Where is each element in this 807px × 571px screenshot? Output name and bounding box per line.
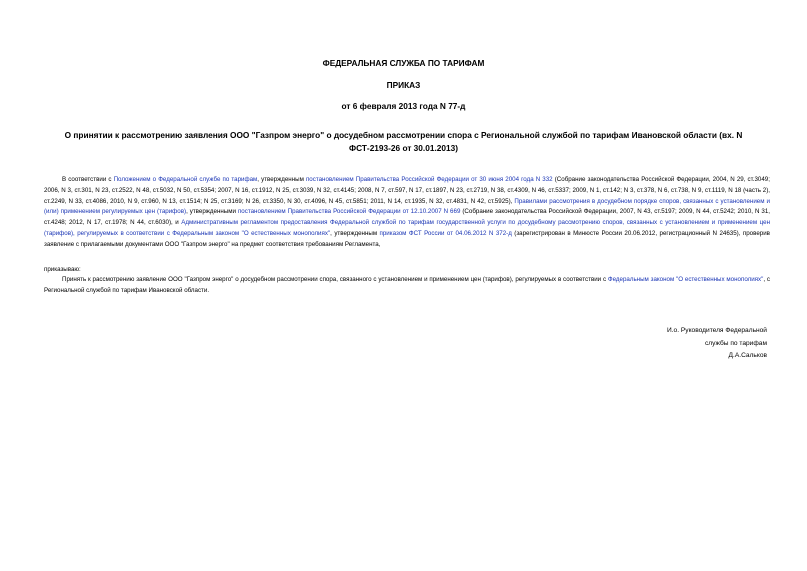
agency-heading: ФЕДЕРАЛЬНАЯ СЛУЖБА ПО ТАРИФАМ <box>322 58 485 68</box>
doc-type-heading: ПРИКАЗ <box>386 80 421 90</box>
p1-text-1: В соответствии с <box>62 176 114 183</box>
link-administrative-regulation[interactable]: Административным регламентом предоставления Федеральной службой по тарифам государственной услуги по досудебному рассмотрению споров, связанных с установлением и применением цен (тарифов), регулируемых в соответствии с Федеральным законом "О естественных монополиях" <box>44 219 770 237</box>
document-title: О принятии к рассмотрению заявления ООО "Газпром энерго" о досудебном рассмотрении спора с Региональной службой по тарифам Ивановской области (вх. N ФСТ-2193-26 от 30.01.2013) <box>64 130 743 153</box>
date-number-heading: от 6 февраля 2013 года N 77-д <box>341 101 466 111</box>
link-fst-order-372[interactable]: приказом ФСТ России от 04.06.2012 N 372-д <box>379 229 512 237</box>
p1-text-3: (Собрание законодательства Российской Федерации, 2004, N 29, ст.3049; 2006, N 3, ст.301, N 23, ст.2522, N 48, ст.5032, N 50, ст.5354; 2007, N 16, ст.1912, N 25, ст.3039, N 32, ст.4145; 2008, N 7, ст.597, N 17, ст.1897, N 23, ст.2719, N 38, ст.4309, N 46, ст.5337; 2009, N 1, ст.142; N 3, ст.378, N 6, ст.738, N 9, ст.1119, N 18 (часть 2), ст.2249, N 33, ст.4086, 2010, N 9, ст.960, N 13, ст.1514; N 25, ст.3169; N 26, ст.3350, N 30, ст.4096, N 45, ст.5851; 2011, N 14, ст.1935, N 32, ст.4831, N 42, ст.5925), <box>44 176 770 205</box>
p3-text-1: Принять к рассмотрению заявление ООО "Газпром энерго" о досудебном рассмотрении спора, связанного с установлением и применением цен (тарифов), регулируемых в соответствии с <box>62 276 608 283</box>
link-government-decree-332[interactable]: постановлением Правительства Российской Федерации от 30 июня 2004 года N 332 <box>305 176 553 183</box>
paragraph-basis <box>44 175 770 251</box>
paragraph-decision <box>44 275 770 297</box>
link-fst-regulation[interactable]: Положением о Федеральной службе по тарифам <box>113 176 258 183</box>
link-dispute-rules[interactable]: Правилами рассмотрения в досудебном порядке споров, связанных с установлением и (или) применением регулируемых цен (тарифов) <box>44 197 770 216</box>
link-government-decree-669[interactable]: постановлением Правительства Российской Федерации от 12.10.2007 N 669 <box>237 208 461 216</box>
p3-text-2: , с Региональной службой по тарифам Ивановской области. <box>44 276 770 294</box>
p1-text-6: , утвержденным <box>330 229 380 237</box>
p1-text-4: , утвержденными <box>186 208 238 216</box>
p1-text-7: (зарегистрирован в Минюсте России 20.06.2012, регистрационный N 24635), проверив заявление с прилагаемыми документами ООО "Газпром энерго" на предмет соответствия требованиям Регламента, <box>44 229 770 248</box>
p1-text-5: (Собрание законодательства Российской Федерации, 2007, N 43, ст.5197; 2009, N 44, ст.5242; 2010, N 31, ст.4248; 2012, N 17, ст.1978; N 44, ст.6030), и <box>44 208 771 227</box>
signature-line-2: службы по тарифам <box>704 339 767 347</box>
link-natural-monopolies-law[interactable]: Федеральным законом "О естественных монополиях" <box>607 276 764 283</box>
signature-line-1: И.о. Руководителя Федеральной <box>666 327 767 334</box>
signature-line-3: Д.А.Сальков <box>728 352 767 359</box>
paragraph-order-word: приказываю: <box>44 266 81 273</box>
signature-block <box>667 325 767 363</box>
p1-text-2: , утвержденным <box>257 176 306 183</box>
